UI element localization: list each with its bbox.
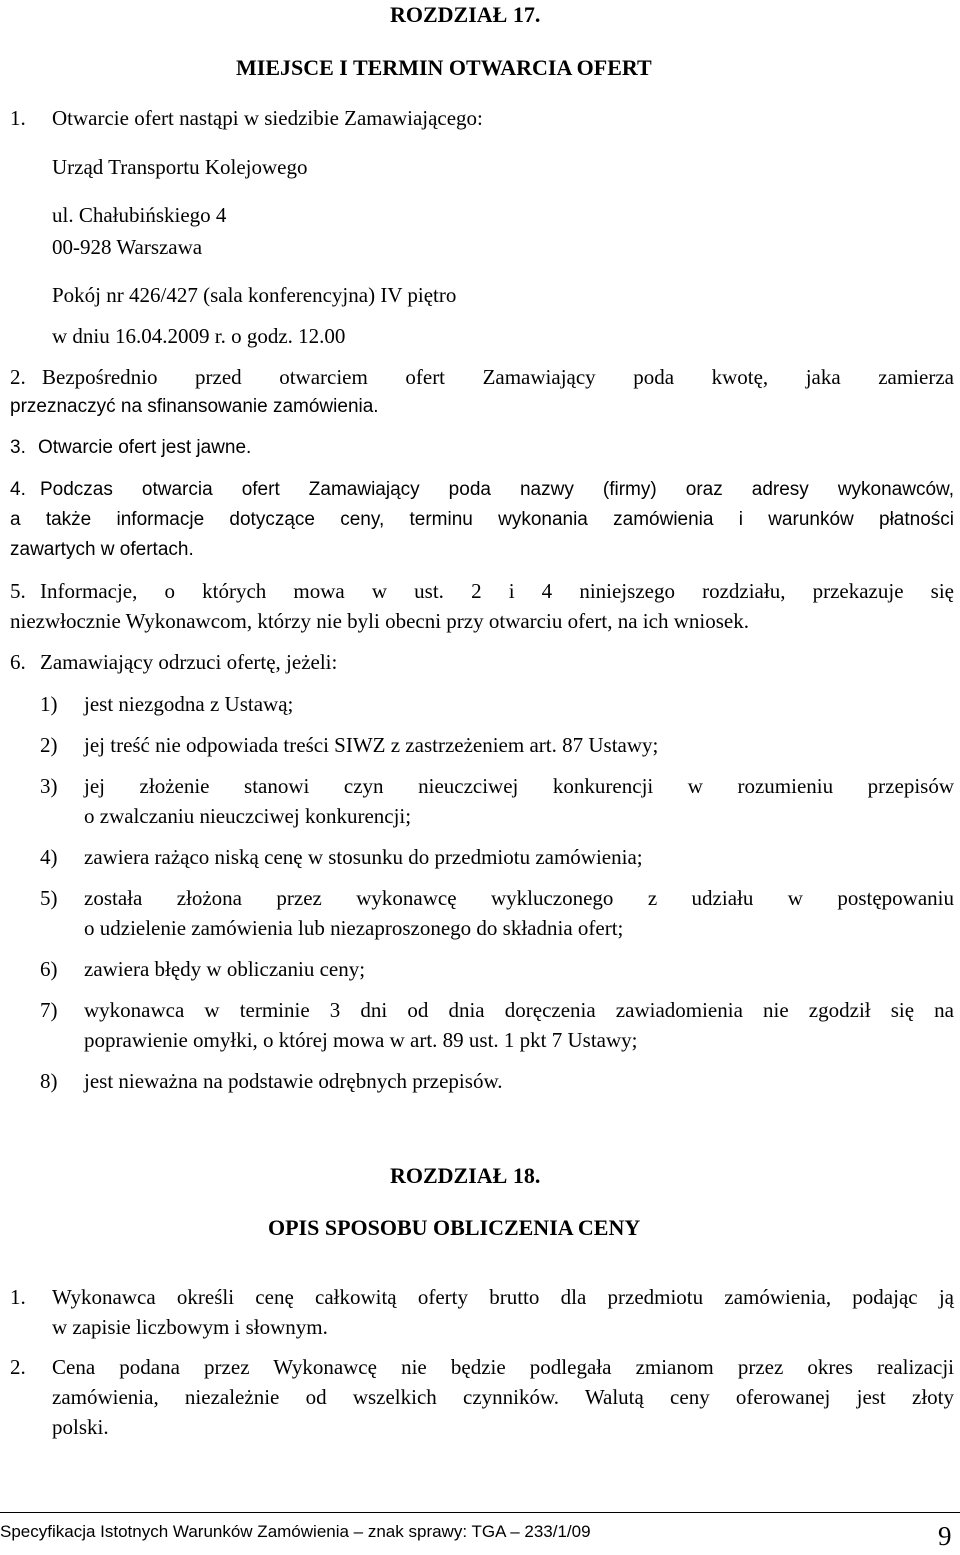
item-6-text: zawiera błędy w obliczaniu ceny; [84,957,366,981]
p2-number: 2. [10,365,26,389]
item-2-number: 2) [40,733,58,757]
address-line-5: w dniu 16.04.2009 r. o godz. 12.00 [52,324,346,348]
item-4-number: 4) [40,845,58,869]
ch18-p2-line-3: polski. [52,1415,109,1439]
address-line-4: Pokój nr 426/427 (sala konferencyjna) IV piętro [52,283,457,307]
p2-line-1: Bezpośrednio przed otwarciem ofert Zamawiający poda kwotę, jaka zamierza [42,365,954,389]
p1-text: Otwarcie ofert nastąpi w siedzibie Zamawiającego: [52,106,483,130]
item-8-number: 8) [40,1069,58,1093]
item-3-line-2: o zwalczaniu nieuczciwej konkurencji; [84,804,412,828]
item-6-number: 6) [40,957,58,981]
address-line-3: 00-928 Warszawa [52,235,203,259]
item-5-line-1: została złożona przez wykonawcę wykluczonego z udziału w postępowaniu [84,886,954,910]
address-line-1: Urząd Transportu Kolejowego [52,155,308,179]
chapter-18-title: ROZDZIAŁ 18. [390,1163,541,1188]
item-7-number: 7) [40,998,58,1022]
p4-line-3: zawartych w ofertach. [10,539,194,560]
item-5-number: 5) [40,886,58,910]
ch18-p2-line-1: Cena podana przez Wykonawcę nie będzie podlegała zmianom przez okres realizacji [52,1355,954,1379]
chapter-17-subtitle: MIEJSCE I TERMIN OTWARCIA OFERT [236,55,652,80]
p6-text: Zamawiający odrzuci ofertę, jeżeli: [40,650,338,674]
item-3-line-1: jej złożenie stanowi czyn nieuczciwej konkurencji w rozumieniu przepisów [84,774,954,798]
p5-line-1: Informacje, o których mowa w ust. 2 i 4 niniejszego rozdziału, przekazuje się [40,579,954,603]
item-8-text: jest nieważna na podstawie odrębnych przepisów. [84,1069,503,1093]
ch18-p1-number: 1. [10,1285,26,1309]
item-2-text: jej treść nie odpowiada treści SIWZ z zastrzeżeniem art. 87 Ustawy; [84,733,659,757]
ch18-p1-line-1: Wykonawca określi cenę całkowitą oferty brutto dla przedmiotu zamówienia, podając ją [52,1285,954,1309]
p2-line-2: przeznaczyć na sfinansowanie zamówienia. [10,396,379,417]
item-3-number: 3) [40,774,58,798]
item-7-line-2: poprawienie omyłki, o której mowa w art. 89 ust. 1 pkt 7 Ustawy; [84,1028,638,1052]
item-1-text: jest niezgodna z Ustawą; [84,692,294,716]
chapter-17-title: ROZDZIAŁ 17. [390,2,541,27]
p1-number: 1. [10,106,26,130]
p4-number: 4. [10,479,26,500]
footer-divider [0,1512,960,1513]
p3-text: Otwarcie ofert jest jawne. [38,437,252,458]
ch18-p1-line-2: w zapisie liczbowym i słownym. [52,1315,328,1339]
footer-text: Specyfikacja Istotnych Warunków Zamówienia – znak sprawy: TGA – 233/1/09 [0,1522,591,1541]
p3-number: 3. [10,437,26,458]
chapter-18-subtitle: OPIS SPOSOBU OBLICZENIA CENY [268,1215,641,1240]
page-number: 9 [938,1521,952,1551]
item-5-line-2: o udzielenie zamówienia lub niezaproszonego do składnia ofert; [84,916,624,940]
ch18-p2-line-2: zamówienia, niezależnie od wszelkich czynników. Walutą ceny oferowanej jest złoty [52,1385,954,1409]
item-1-number: 1) [40,692,58,716]
ch18-p2-number: 2. [10,1355,26,1379]
address-line-2: ul. Chałubińskiego 4 [52,203,227,227]
p4-line-1: Podczas otwarcia ofert Zamawiający poda nazwy (firmy) oraz adresy wykonawców, [40,479,954,500]
item-7-line-1: wykonawca w terminie 3 dni od dnia doręczenia zawiadomienia nie zgodził się na [84,998,954,1022]
p5-number: 5. [10,579,26,603]
p5-line-2: niezwłocznie Wykonawcom, którzy nie byli obecni przy otwarciu ofert, na ich wniosek. [10,609,749,633]
p4-line-2: a także informacje dotyczące ceny, terminu wykonania zamówienia i warunków płatności [10,509,954,530]
p6-number: 6. [10,650,26,674]
item-4-text: zawiera rażąco niską cenę w stosunku do przedmiotu zamówienia; [84,845,643,869]
